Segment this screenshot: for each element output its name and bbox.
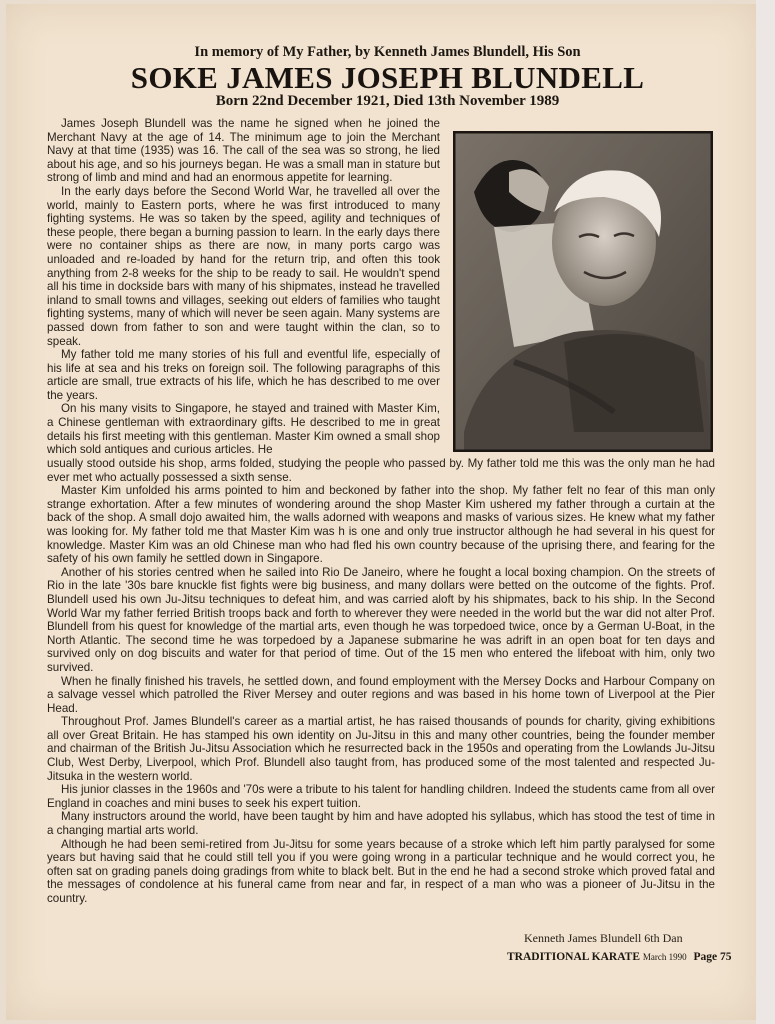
- article-subtitle: Born 22nd December 1921, Died 13th November 1989: [215, 93, 560, 109]
- portrait-photo-icon: [453, 131, 713, 452]
- article-body-full: [47, 457, 715, 906]
- paragraph: On his many visits to Singapore, he stayed and trained with Master Kim, a Chinese gentleman with extraordinary gifts. He described to me in great details his first meeting with this gentleman. Master Kim owned a small shop which sold antiques and curious articles. He: [47, 402, 440, 457]
- page-footer: [507, 951, 732, 963]
- paragraph: Although he had been semi-retired from Ju-Jitsu for some years because of a stroke which left him partly paralysed for some years but having said that he could still tell you if you were going wrong in a particular technique and he would correct you, he often sat on grading panels doing gradings from white to black belt. But in the end he had a second stroke which proved fatal and the messages of condolence at his funeral came from near and far, in respect of a man who was a pioneer of Ju-Jitsu in the country.: [47, 837, 715, 905]
- issue-date: March 1990: [642, 952, 687, 962]
- article-body-wrapped: [47, 117, 440, 457]
- paragraph: My father told me many stories of his full and eventful life, especially of his life at sea and his treks on foreign soil. The following paragraphs of this article are small, true extracts of his life, which he has described to me over the years.: [47, 348, 440, 402]
- article-overline: In memory of My Father, by Kenneth James Blundell, His Son: [194, 44, 581, 60]
- page-number: Page 75: [693, 951, 732, 963]
- paragraph: James Joseph Blundell was the name he signed when he joined the Merchant Navy at the age of 14. The minimum age to join the Merchant Navy at that time (1935) was 16. The call of the sea was so strong, he lied about his age, and so his journeys began. He was a small man in stature but strong of limb and mind and had an enormous appetite for learning.: [47, 117, 440, 185]
- author-signature: Kenneth James Blundell 6th Dan: [524, 931, 683, 945]
- paragraph: When he finally finished his travels, he settled down, and found employment with the Mersey Docks and Harbour Company on a salvage vessel which patrolled the River Mersey and outer regions and was based in his home town of Liverpool at the Pier Head.: [47, 674, 715, 715]
- paragraph: usually stood outside his shop, arms folded, studying the people who passed by. My father told me this was the only man he had ever met who actually possessed a sixth sense.: [47, 457, 715, 484]
- paragraph: Throughout Prof. James Blundell's career as a martial artist, he has raised thousands of pounds for charity, giving exhibitions all over Great Britain. He has stamped his own identity on Ju-Jitsu in this and many other countries, being the founder member and chairman of the British Ju-Jitsu Association which he resurrected back in the 1950s and operating from the Lowlands Ju-Jitsu Club, West Derby, Liverpool, which Prof. Blundell also taught from, has produced some of the most talented and respected Ju-Jitsuka in the western world.: [47, 715, 715, 783]
- paragraph: Many instructors around the world, have been taught by him and have adopted his syllabus, which has stood the test of time in a changing martial arts world.: [47, 810, 715, 838]
- article-title: SOKE JAMES JOSEPH BLUNDELL: [130, 60, 645, 95]
- paragraph: His junior classes in the 1960s and '70s were a tribute to his talent for handling children. Indeed the students came from all over England in coaches and mini buses to seek his expert tuition.: [47, 783, 715, 810]
- magazine-name: TRADITIONAL KARATE: [507, 951, 641, 963]
- page-edge: [756, 0, 775, 1024]
- paragraph: In the early days before the Second World War, he travelled all over the world, mainly to Eastern ports, where he was first introduced to many fighting systems. He was so taken by the speed, agility and techniques of these people, there began a burning passion to learn. In the early days there were no container ships as there are now, in many ports cargo was unloaded and re-loaded by hand for the return trip, and often this took anything from 2-8 weeks for the ship to be ready to sail. He wouldn't spend all his time in dockside bars with many of his shipmates, instead he travelled inland to small towns and villages, seeking out elders of families who taught fighting systems, many of which will never be seen again. Many systems are passed down from father to son and were taught within the clan, so to speak.: [47, 184, 440, 348]
- paragraph: Master Kim unfolded his arms pointed to him and beckoned by father into the shop. My father felt no fear of this man only strange exhortation. After a few minutes of wondering around the shop Master Kim ushered my father through a curtain at the back of the shop. A small dojo awaited him, the walls adorned with weapons and masks of various sizes. He knew what my father was looking for. My father told me that Master Kim was h is one and only true instructor although he had several in his quest for knowledge. Master Kim was an old Chinese man who had fled his own country because of the uprising there, and fearing for the safety of his own family he settled down in Singapore.: [47, 484, 715, 566]
- paragraph: Another of his stories centred when he sailed into Rio De Janeiro, where he fought a local boxing champion. On the streets of Rio in the late '30s bare knuckle fist fights were big business, and many dollars were betted on the outcome of the fights. Prof. Blundell used his own Ju-Jitsu techniques to defeat him, and was carried aloft by his shipmates, back to his ship. In the Second World War my father ferried British troops back and forth to wherever they were needed in the world but the war did not alter Prof. Blundell from his quest for knowledge of the martial arts, even though he was torpedoed twice, once by a German U-Boat, in the North Atlantic. The second time he was torpedoed by a Japanese submarine he was adrift in an open boat for ten days and survived only on dog biscuits and water for that period of time. Out of the 15 men who entered the lifeboat with him, only two survived.: [47, 565, 715, 674]
